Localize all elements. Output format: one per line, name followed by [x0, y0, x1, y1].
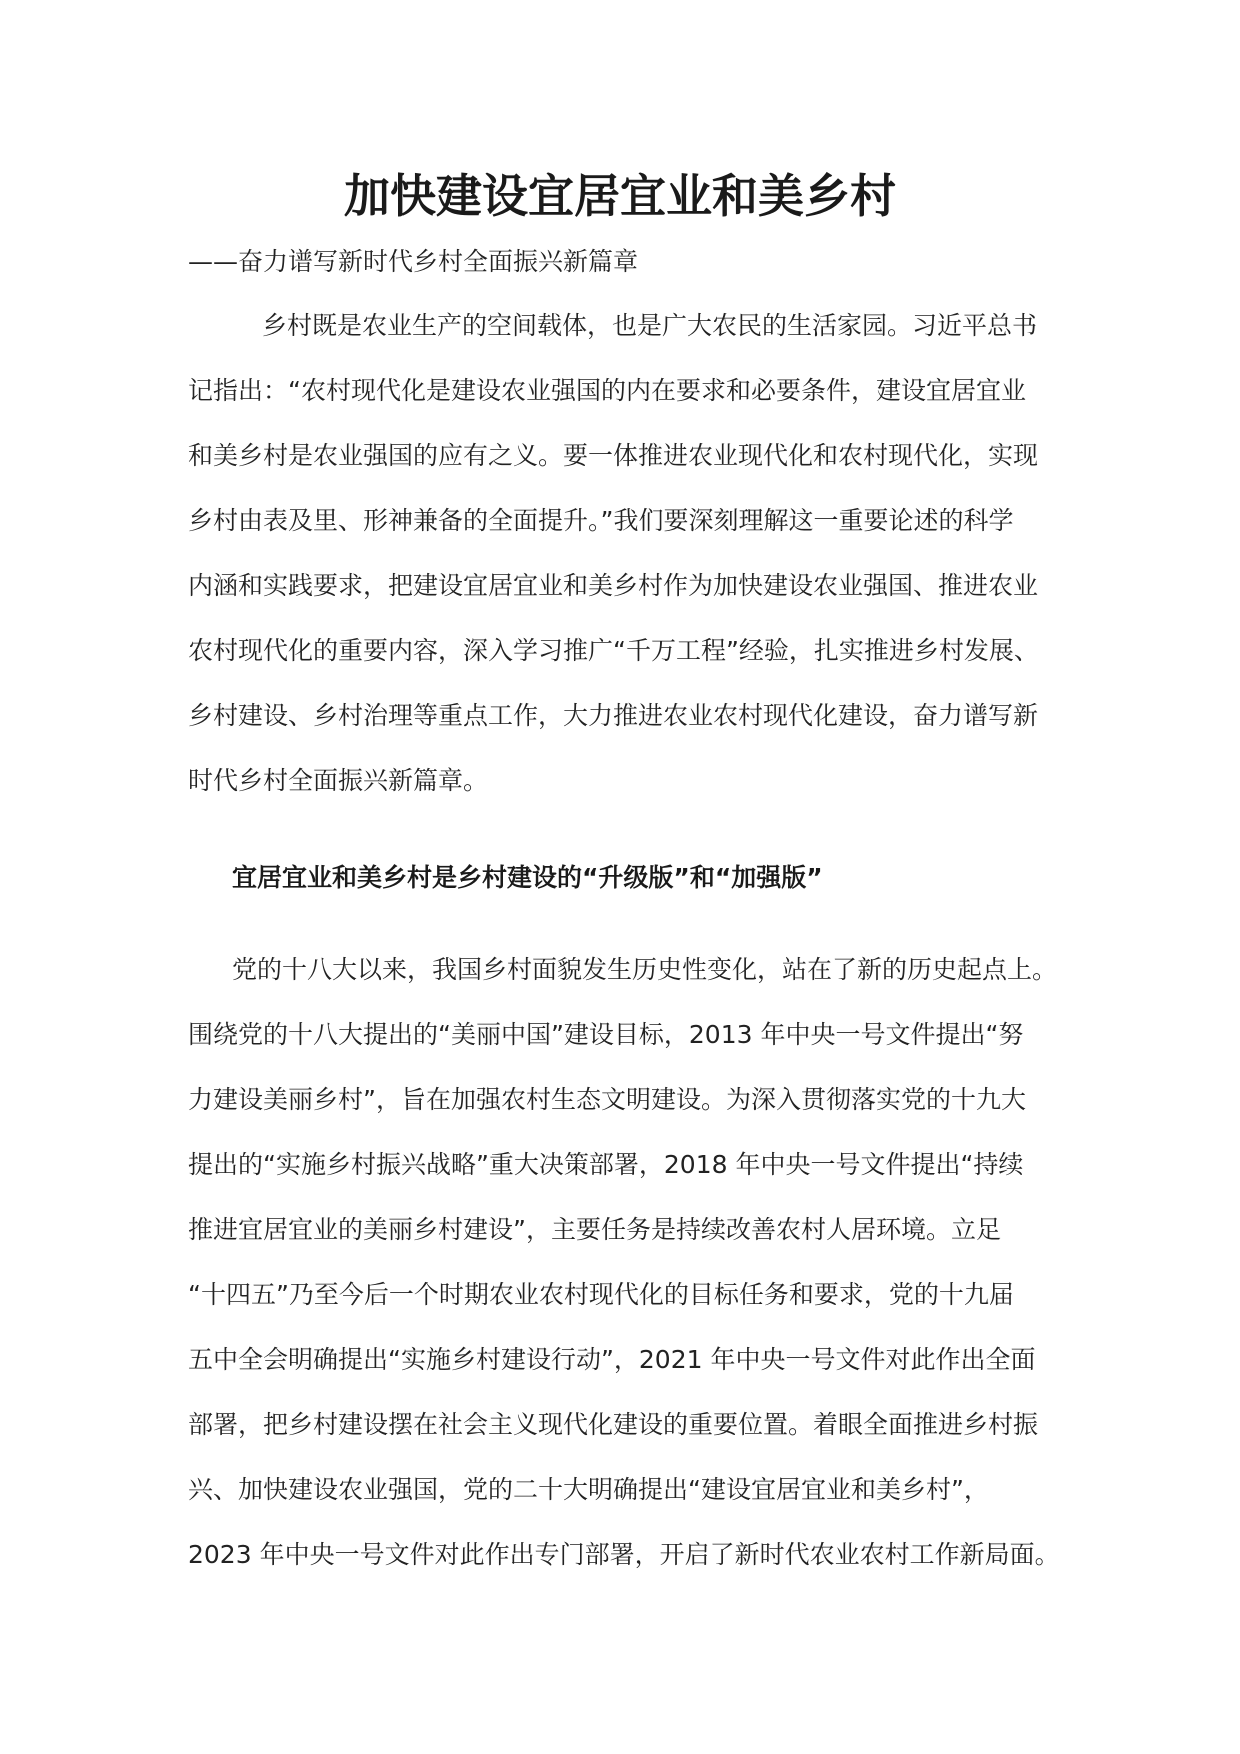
document-subtitle: ——奋力谱写新时代乡村全面振兴新篇章 — [188, 247, 639, 276]
section-line: 党的十八大以来，我国乡村面貌发生历史性变化，站在了新的历史起点上。 — [232, 955, 1058, 984]
section-line: 围绕党的十八大提出的“美丽中国”建设目标，2013 年中央一号文件提出“努 — [188, 1020, 1024, 1049]
intro-line: 内涵和实践要求，把建设宜居宜业和美乡村作为加快建设农业强国、推进农业 — [188, 571, 1039, 600]
section-line: 力建设美丽乡村”，旨在加强农村生态文明建设。为深入贯彻落实党的十九大 — [188, 1085, 1026, 1114]
section-line: “十四五”乃至今后一个时期农业农村现代化的目标任务和要求，党的十九届 — [188, 1280, 1014, 1309]
section-line: 兴、加快建设农业强国，党的二十大明确提出“建设宜居宜业和美乡村”， — [188, 1475, 989, 1504]
intro-line: 乡村由表及里、形神兼备的全面提升。”我们要深刻理解这一重要论述的科学 — [188, 506, 1014, 535]
intro-line: 时代乡村全面振兴新篇章。 — [188, 766, 489, 795]
document-title: 加快建设宜居宜业和美乡村 — [344, 169, 896, 223]
section-line: 五中全会明确提出“实施乡村建设行动”，2021 年中央一号文件对此作出全面 — [188, 1345, 1036, 1374]
intro-line: 乡村既是农业生产的空间载体，也是广大农民的生活家园。习近平总书 — [262, 311, 1038, 340]
intro-line: 乡村建设、乡村治理等重点工作，大力推进农业农村现代化建设，奋力谱写新 — [188, 701, 1039, 730]
intro-line: 农村现代化的重要内容，深入学习推广“千万工程”经验，扎实推进乡村发展、 — [188, 636, 1039, 665]
section-line: 提出的“实施乡村振兴战略”重大决策部署，2018 年中央一号文件提出“持续 — [188, 1150, 1024, 1179]
section-line: 2023 年中央一号文件对此作出专门部署，开启了新时代农业农村工作新局面。 — [188, 1540, 1060, 1569]
section-line: 推进宜居宜业的美丽乡村建设”，主要任务是持续改善农村人居环境。立足 — [188, 1215, 1001, 1244]
section-heading: 宜居宜业和美乡村是乡村建设的“升级版”和“加强版” — [232, 863, 823, 892]
section-line: 部署，把乡村建设摆在社会主义现代化建设的重要位置。着眼全面推进乡村振 — [188, 1410, 1039, 1439]
intro-line: 记指出：“农村现代化是建设农业强国的内在要求和必要条件，建设宜居宜业 — [188, 376, 1026, 405]
intro-line: 和美乡村是农业强国的应有之义。要一体推进农业现代化和农村现代化，实现 — [188, 441, 1039, 470]
